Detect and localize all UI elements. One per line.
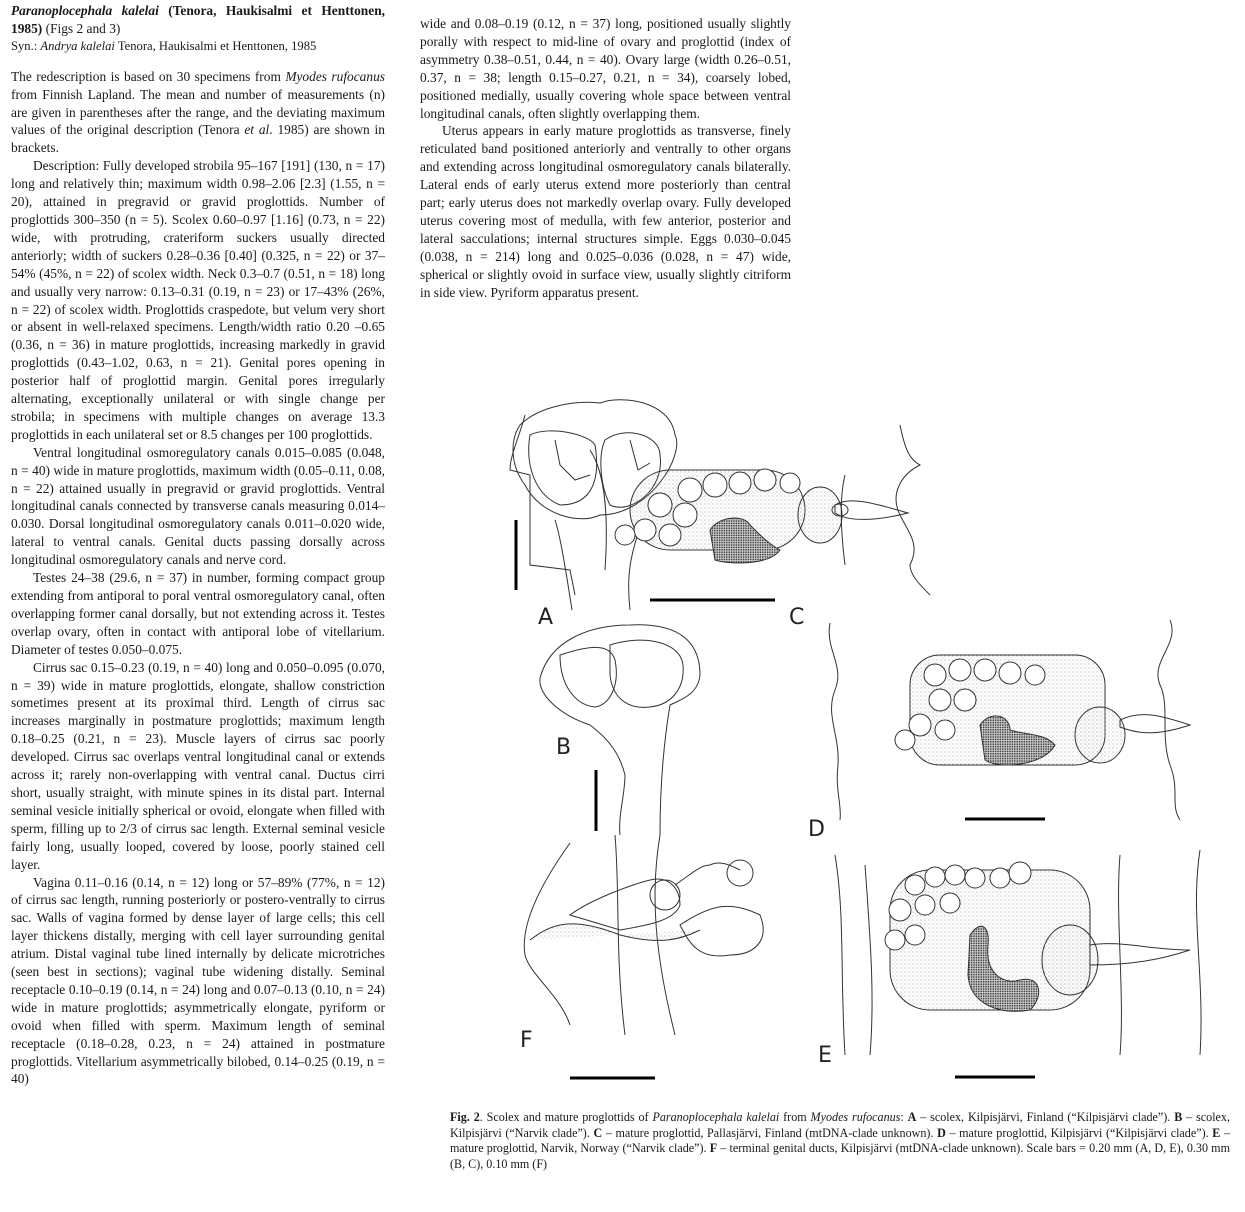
left-column [11, 2, 385, 1088]
species-name: Paranoplocephala kalelai [11, 3, 159, 18]
right-column [420, 15, 791, 302]
synonym-taxon: Andrya kalelai [40, 38, 115, 53]
synonym-line [11, 38, 385, 56]
caption-label: Fig. 2 [450, 1110, 480, 1124]
figure-drawings [500, 395, 1245, 1095]
panel-d-proglottid-drawing [829, 620, 1190, 820]
species-authority: (Tenora, Haukisalmi et Henttonen, 1985) [11, 3, 385, 36]
testes-paragraph: Testes 24–38 (29.6, n = 37) in number, forming compact group extending from antiporal to poral ventral osmoregulatory canal, often overlapping former canal dorsally, but not extending across it. Testes overlap ovary, often in contact with antiporal lobe of vitellarium. Diameter of testes 0.050–0.075. [11, 570, 385, 657]
panel-label-c: C [789, 605, 805, 630]
panel-f-genital-ducts-drawing [524, 835, 763, 1035]
figure-caption: Fig. 2. Scolex and mature proglottids of Paranoplocephala kalelai from Myodes rufocanus: A – scolex, Kilpisjärvi, Finland (“Kilpisjärvi clade”). B – scolex, Kilpisjärvi (“Narvik clade”). C – mature proglottid, Pallasjärvi, Finland (mtDNA-clade unknown). D – mature proglottid, Kilpisjärvi (“Kilpisjärvi clade”). E – mature proglottid, Narvik, Norway (“Narvik clade”). F – terminal genital ducts, Kilpisjärvi (mtDNA-clade unknown). Scale bars = 0.20 mm (A, D, E), 0.30 mm (B, C), 0.10 mm (F) [450, 1110, 1230, 1171]
canals-paragraph: Ventral longitudinal osmoregulatory canals 0.015–0.085 (0.048, n = 40) wide in mature proglottids, maximum width (0.05–0.11, 0.08, n = 22) attained usually in pregravid or gravid proglottids. Ventral longitudinal canals connected by transverse canals measuring 0.014–0.030. Dorsal longitudinal osmoregulatory canals 0.011–0.020 wide, lateral to ventral canals. Genital ducts passing dorsally across longitudinal osmoregulatory canals and nerve cord. [11, 444, 385, 568]
panel-c-proglottid-drawing [510, 415, 930, 595]
cirrus-paragraph: Cirrus sac 0.15–0.23 (0.19, n = 40) long and 0.050–0.095 (0.070, n = 39) wide in mature proglottids, elongate, shallow constriction sometimes present at its proximal third. Length of cirrus sac increases marginally in postmature proglottids; maximum length 0.18–0.25 (0.21, n = 23). Muscle layers of cirrus sac poorly developed. Cirrus sac overlaps ventral longitudinal canal or extends across it; rarely non-overlapping with ventral canal. Ductus cirri short, usually straight, with minute spines in its distal part. Internal seminal vesicle initially spherical or ovoid, elongate when filled with sperm, filling up to 2/3 of cirrus sac length. External seminal vesicle fairly long, usually looped, covered by loose, poorly stained cell layer. [11, 659, 385, 872]
panel-b-scolex-drawing [540, 625, 700, 835]
description-paragraph: Description: Fully developed strobila 95–167 [191] (130, n = 17) long and relatively thin; maximum width 0.98–2.06 [2.3] (1.55, n = 20), attained in pregravid or gravid proglottids. Number of proglottids 300–350 (n = 5). Scolex 0.60–0.97 [1.16] (0.73, n = 22) wide, with protruding, crateriform suckers usually directed anteriorly; width of suckers 0.28–0.36 [0.40] (0.325, n = 22) or 37–54% (45%, n = 22) of scolex width. Neck 0.3–0.7 (0.51, n = 18) long and usually very narrow: 0.13–0.31 (0.19, n = 23) or 17–43% (26%, n = 22) of scolex width. Proglottids craspedote, but velum very short or absent in well-relaxed specimens. Length/width ratio 0.20 –0.65 (0.36, n = 36) in mature proglottids, increasing markedly in gravid proglottids (0.43–1.02, 0.63, n = 21). Genital pores opening in posterior half of proglottid margin. Genital pores irregularly alternating, exceptionally unilateral or with single change per strobila; in specimens with multiple changes on average 13.3 proglottids in each unilateral set or 8.5 changes per 100 proglottids. [11, 158, 385, 442]
intro-paragraph: The redescription is based on 30 specimens from Myodes rufocanus from Finnish Lapland. The mean and number of measurements (n) are given in parentheses after the range, and the deviating maximum values of the original description (Tenora et al. 1985) are shown in brackets. [11, 68, 385, 156]
uterus-paragraph: Uterus appears in early mature proglottids as transverse, finely reticulated band positioned anteriorly and ventrally to other organs and extending across longitudinal osmoregulatory canals bilaterally. Lateral ends of early uterus extend more posteriorly than central part; early uterus does not markedly overlap ovary. Fully developed uterus covering most of medulla, with few anterior, posterior and lateral sacculations; internal structures simple. Eggs 0.030–0.045 (0.038, n = 214) long and 0.025–0.036 (0.028, n = 47) wide, spherical or slightly ovoid in surface view, usually slightly citriform in side view. Pyriform apparatus present. [420, 123, 791, 300]
vagina-paragraph: Vagina 0.11–0.16 (0.14, n = 12) long or 57–89% (77%, n = 12) of cirrus sac length, running posteriorly or postero-ventrally to cirrus sac. Walls of vagina formed by dense layer of large cells; this cell layer thickens distally, merging with cell layer surrounding genital atrium. Distal vaginal tube lined internally by delicate microtriches (seen best in sections); vaginal tube widening distally. Seminal receptacle 0.10–0.19 (0.14, n = 24) long and 0.07–0.13 (0.10, n = 24) wide in mature proglottids; asymmetrically elongate, pyriform or ovoid when filled with sperm. Maximum length of seminal receptacle (0.18–0.28, 0.23, n = 24) attained in postmature proglottids. Vitellarium asymmetrically bilobed, 0.14–0.25 (0.19, n = 40) [11, 874, 385, 1087]
panel-label-b: B [556, 735, 572, 760]
synonym-label: Syn.: [11, 38, 38, 53]
panel-e-proglottid-drawing [835, 850, 1201, 1055]
panel-label-a: A [538, 605, 554, 630]
figure-reference: (Figs 2 and 3) [45, 20, 121, 36]
vitellarium-continued-paragraph: wide and 0.08–0.19 (0.12, n = 37) long, positioned usually slightly porally with respect to mid-line of ovary and proglottid (index of asymmetry 0.38–0.51, 0.44, n = 40). Ovary large (width 0.26–0.51, 0.37, n = 38; length 0.15–0.27, 0.21, n = 34), coarsely lobed, positioned medially, usually covering whole space between ventral longitudinal canals, often slightly overlapping them. [420, 16, 791, 121]
species-heading [11, 2, 385, 38]
panel-label-f: F [520, 1028, 533, 1053]
panel-label-d: D [808, 817, 825, 842]
figure-2 [500, 395, 1245, 1095]
synonym-authority: Tenora, Haukisalmi et Henttonen, 1985 [117, 38, 317, 53]
panel-label-e: E [818, 1043, 832, 1068]
